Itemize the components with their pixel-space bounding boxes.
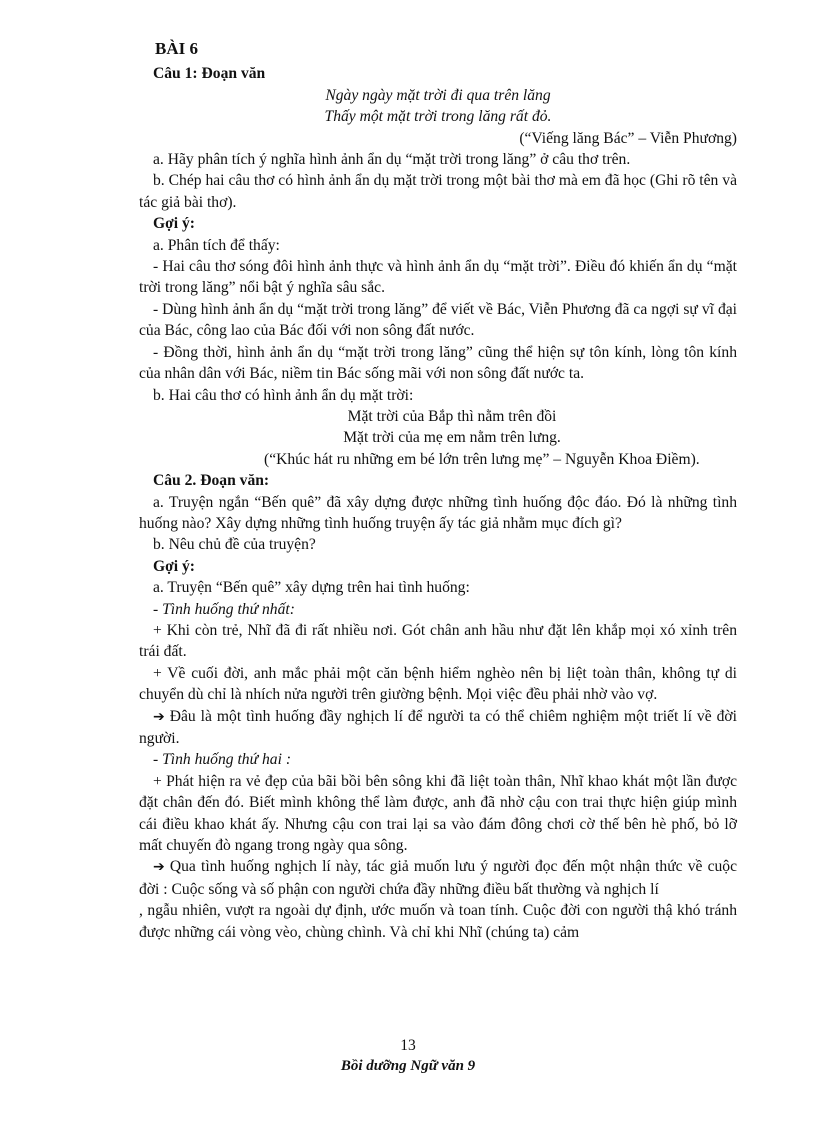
q1-part-a: a. Hãy phân tích ý nghĩa hình ảnh ẩn dụ “mặt trời trong lăng” ở câu thơ trên.: [153, 151, 631, 169]
q1-hint-b-source: (“Khúc hát ru những em bé lớn trên lưng mẹ” – Nguyễn Khoa Điềm).: [264, 450, 700, 468]
q1-part-b: b. Chép hai câu thơ có hình ảnh ẩn dụ mặt trời trong một bài thơ mà em đã học (Ghi rõ tên và tác giả bài thơ).: [139, 172, 737, 211]
q2-situation-1-conclusion: [139, 706, 737, 750]
q2-heading: Câu 2. Đoạn văn:: [153, 472, 270, 490]
q1-hint-a-intro: a. Phân tích để thấy:: [153, 236, 280, 254]
q1-hint-b-poem-line-2: Mặt trời của mẹ em nằm trên lưng.: [343, 429, 561, 447]
q2-situation-2-conclusion-cont: , ngẫu nhiên, vượt ra ngoài dự định, ước muốn và toan tính. Cuộc đời con người thậ khó tránh được những cái vòng vèo, chùng chình. Và chỉ khi Nhĩ (chúng ta) cảm: [139, 902, 737, 941]
page-number: 13: [400, 1037, 416, 1054]
q1-hint-a-point-3: - Đồng thời, hình ảnh ẩn dụ “mặt trời trong lăng” cũng thể hiện sự tôn kính, lòng tôn kính của nhân dân với Bác, niềm tin Bác sống mãi với non sông đất nước ta.: [139, 343, 737, 383]
q2-hint-label: Gợi ý:: [153, 557, 195, 575]
document-body: [139, 38, 737, 943]
q1-hint-a-point-2: - Dùng hình ảnh ẩn dụ “mặt trời trong lăng” để viết về Bác, Viễn Phương đã ca ngợi sự vĩ đại của Bác, công lao của Bác đối với non sông đất nước.: [139, 300, 737, 340]
q1-hint-a-point-1: - Hai câu thơ sóng đôi hình ảnh thực và hình ảnh ẩn dụ “mặt trời”. Điều đó khiến ẩn dụ “mặt trời trong lăng” nổi bật ý nghĩa sâu sắc.: [139, 258, 737, 297]
q2-part-a: a. Truyện ngắn “Bến quê” đã xây dựng được những tình huống độc đáo. Đó là những tình huống nào? Xây dựng những tình huống truyện ấy tác giả nhằm mục đích gì?: [139, 493, 737, 532]
q1-hint-b-intro: b. Hai câu thơ có hình ảnh ẩn dụ mặt trời:: [153, 386, 414, 404]
q1-hint-label: Gợi ý:: [153, 215, 195, 233]
q2-situation-1-point-1: + Khi còn trẻ, Nhĩ đã đi rất nhiều nơi. Gót chân anh hầu như đặt lên khắp mọi xó xỉnh trên trái đất.: [139, 621, 737, 661]
arrow-right-icon: ➔: [153, 708, 165, 725]
q1-hint-b-poem-line-1: Mặt trời của Bắp thì nằm trên đồi: [347, 407, 557, 425]
q2-situation-2-conclusion-text: Qua tình huống nghịch lí này, tác giả muốn lưu ý người đọc đến một nhận thức về cuộc đời : Cuộc sống và số phận con người chứa đầy những điều bất thường và nghịch lí: [139, 858, 737, 898]
q1-poem-source: (“Viếng lăng Bác” – Viễn Phương): [519, 129, 737, 147]
q2-situation-1-label: - Tình huống thứ nhất:: [153, 600, 295, 618]
q2-situation-2-point-1: + Phát hiện ra vẻ đẹp của bãi bồi bên sông khi đã liệt toàn thân, Nhĩ khao khát một lần được đặt chân đến đó. Biết mình không thể làm được, anh đã nhờ cậu con trai thực hiện giúp mình cái điều khao khát ấy. Nhưng cậu con trai lại sa vào đám đông chơi cờ thế bên hè phố, bỏ lỡ mất chuyến đò ngang trong ngày qua sông.: [139, 772, 737, 855]
lesson-title: BÀI 6: [155, 39, 198, 58]
q2-situation-1-point-2: + Về cuối đời, anh mắc phải một căn bệnh hiểm nghèo nên bị liệt toàn thân, không tự di chuyển dù chỉ là nhích nửa người trên giường bệnh. Mọi việc đều phải nhờ vào vợ.: [139, 664, 737, 704]
arrow-right-icon: ➔: [153, 859, 165, 876]
q2-situation-2-label: - Tình huống thứ hai :: [153, 751, 292, 769]
q2-part-b: b. Nêu chủ đề của truyện?: [153, 536, 316, 554]
q2-situation-2-conclusion: [139, 856, 737, 900]
q1-poem-line-2: Thấy một mặt trời trong lăng rất đỏ.: [324, 108, 552, 126]
q2-situation-1-conclusion-text: Đâu là một tình huống đầy nghịch lí để người ta có thể chiêm nghiệm một triết lí về đời người.: [139, 707, 737, 747]
footer-title: Bồi dưỡng Ngữ văn 9: [340, 1058, 476, 1074]
q1-heading: Câu 1: Đoạn văn: [153, 65, 266, 83]
q2-hint-a-intro: a. Truyện “Bến quê” xây dựng trên hai tình huống:: [153, 579, 470, 597]
q1-poem-line-1: Ngày ngày mặt trời đi qua trên lăng: [325, 86, 551, 104]
